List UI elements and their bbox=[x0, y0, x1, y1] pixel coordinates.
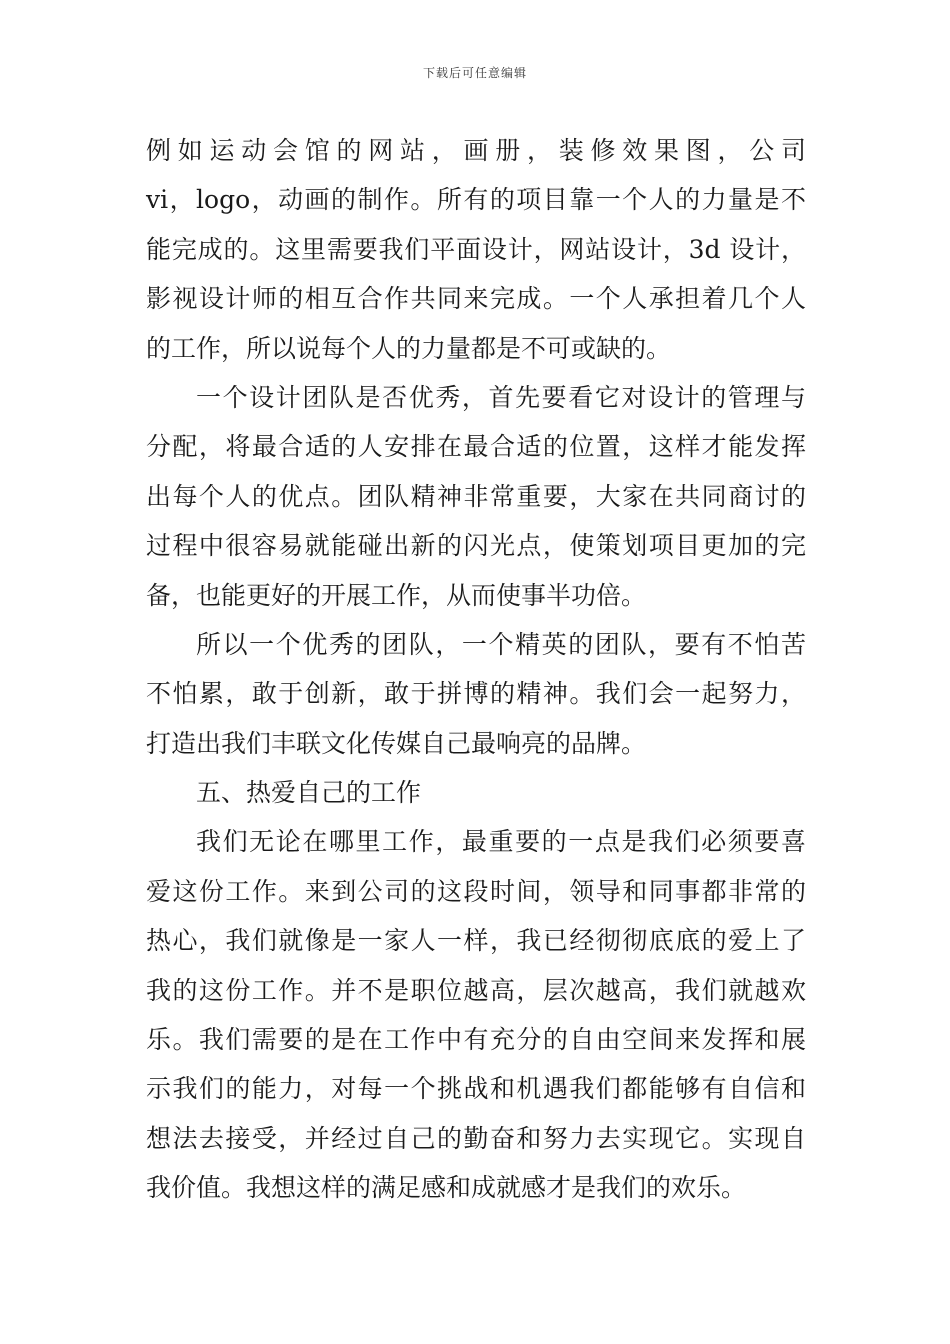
text-line: 打造出我们丰联文化传媒自己最响亮的品牌。 bbox=[146, 728, 647, 758]
paragraph bbox=[146, 126, 806, 373]
text-line: 过程中很容易就能碰出新的闪光点，使策划项目更加的完 bbox=[146, 531, 806, 561]
text-line: 乐。我们需要的是在工作中有充分的自由空间来发挥和展 bbox=[146, 1025, 806, 1055]
section-heading bbox=[146, 768, 806, 817]
text-line: 热心，我们就像是一家人一样，我已经彻彻底底的爱上了 bbox=[146, 926, 806, 956]
paragraph bbox=[146, 817, 806, 1212]
text-line: 出每个人的优点。团队精神非常重要，大家在共同商讨的 bbox=[146, 481, 806, 511]
text-line: 我们无论在哪里工作，最重要的一点是我们必须要喜 bbox=[196, 827, 806, 857]
text-line: vi，logo，动画的制作。所有的项目靠一个人的力量是不 bbox=[146, 185, 806, 215]
text-line: 爱这份工作。来到公司的这段时间，领导和同事都非常的 bbox=[146, 876, 806, 906]
text-line: 五、热爱自己的工作 bbox=[196, 778, 422, 808]
text-line: 例如运动会馆的网站，画册，装修效果图，公司 bbox=[146, 136, 806, 165]
text-line: 我价值。我想这样的满足感和成就感才是我们的欢乐。 bbox=[146, 1173, 747, 1203]
paragraph bbox=[146, 373, 806, 620]
text-line: 分配，将最合适的人安排在最合适的位置，这样才能发挥 bbox=[146, 432, 806, 462]
text-line: 示我们的能力，对每一个挑战和机遇我们都能够有自信和 bbox=[146, 1074, 806, 1104]
text-line: 一个设计团队是否优秀，首先要看它对设计的管理与 bbox=[196, 382, 806, 412]
text-line: 我的这份工作。并不是职位越高，层次越高，我们就越欢 bbox=[146, 975, 806, 1005]
paragraph bbox=[146, 620, 806, 768]
text-line: 不怕累，敢于创新，敢于拼博的精神。我们会一起努力， bbox=[146, 679, 806, 709]
text-line: 的工作，所以说每个人的力量都是不可或缺的。 bbox=[146, 333, 672, 363]
text-line: 所以一个优秀的团队，一个精英的团队，要有不怕苦 bbox=[196, 629, 806, 659]
text-line: 影视设计师的相互合作共同来完成。一个人承担着几个人 bbox=[146, 284, 806, 314]
text-line: 想法去接受，并经过自己的勤奋和努力去实现它。实现自 bbox=[146, 1123, 806, 1153]
text-line: 能完成的。这里需要我们平面设计，网站设计，3d 设计， bbox=[146, 234, 806, 264]
page-header: 下载后可任意编辑 bbox=[422, 66, 527, 80]
document-body bbox=[146, 126, 806, 1213]
text-line: 备，也能更好的开展工作，从而使事半功倍。 bbox=[146, 580, 647, 610]
